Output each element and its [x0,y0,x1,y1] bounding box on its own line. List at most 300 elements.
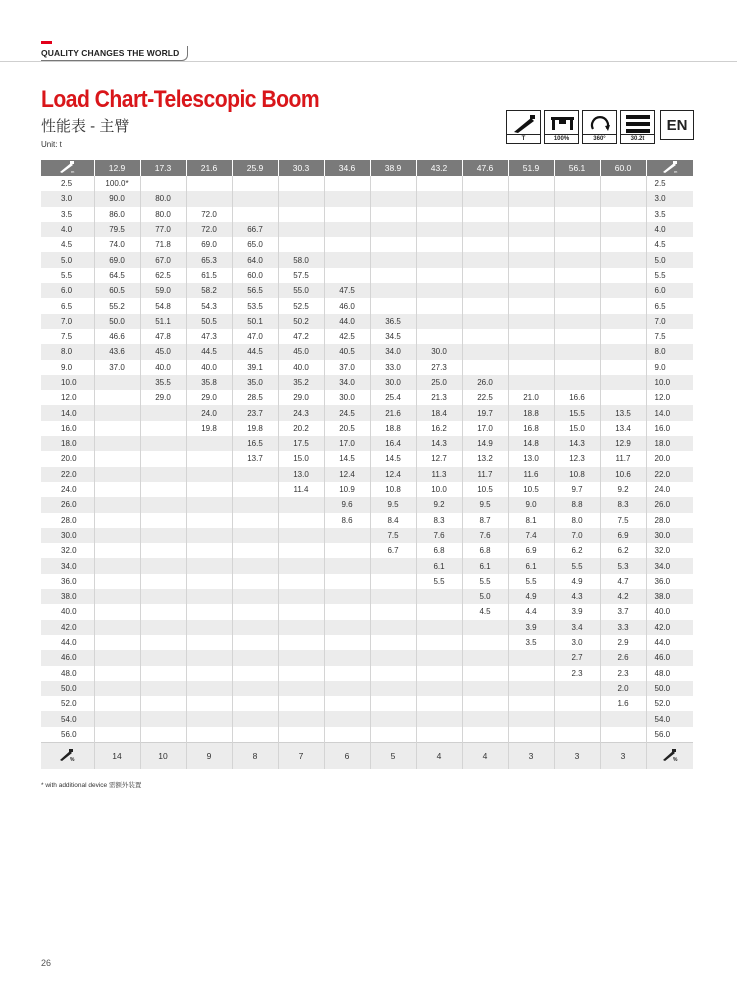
load-cell: 5.3 [600,558,646,573]
counterweight-stack-icon [625,114,651,134]
radius-cell: 26.0 [41,497,94,512]
radius-cell: 20.0 [646,451,693,466]
load-cell [416,314,462,329]
radius-cell: 3.0 [646,191,693,206]
load-cell [232,513,278,528]
radius-cell: 44.0 [61,638,77,648]
load-cell [416,207,462,222]
radius-cell: 16.0 [61,423,77,433]
load-cell [278,604,324,619]
load-cell [508,344,554,359]
load-cell [462,650,508,665]
load-cell [278,727,324,743]
load-cell [140,635,186,650]
load-cell: 11.7 [600,451,646,466]
radius-cell: 7.5 [61,332,73,342]
extension-cell: 6 [324,742,370,769]
load-cell [324,589,370,604]
boom-length-header: 30.3 [278,160,324,176]
load-cell: 10.9 [324,482,370,497]
load-cell: 13.0 [278,467,324,482]
load-cell [186,558,232,573]
radius-cell: 26.0 [646,497,693,512]
load-cell: 17.5 [278,436,324,451]
radius-cell: 9.0 [646,360,693,375]
load-cell [140,711,186,726]
load-cell [324,666,370,681]
boom-length-header: 47.6 [462,160,508,176]
load-cell: 47.2 [278,329,324,344]
load-cell: 12.3 [554,451,600,466]
radius-cell: 5.0 [646,252,693,267]
load-cell [94,528,140,543]
load-cell [462,207,508,222]
load-cell [462,329,508,344]
load-cell: 5.5 [508,574,554,589]
load-cell [278,237,324,252]
extension-cell: 9 [186,742,232,769]
load-cell [508,283,554,298]
load-cell: 9.5 [462,497,508,512]
load-cell [554,681,600,696]
radius-cell: 3.5 [646,207,693,222]
load-cell [278,207,324,222]
load-cell [416,222,462,237]
load-cell: 14.8 [508,436,554,451]
load-cell [140,421,186,436]
load-cell: 11.4 [278,482,324,497]
radius-cell: 5.5 [646,268,693,283]
load-cell [278,589,324,604]
load-cell: 16.2 [416,421,462,436]
load-cell [600,727,646,743]
load-cell [416,298,462,313]
load-cell: 8.8 [554,497,600,512]
load-cell [462,360,508,375]
load-cell [186,604,232,619]
load-cell [324,252,370,267]
radius-cell: 56.0 [61,729,77,739]
load-cell: 30.0 [416,344,462,359]
load-cell [554,696,600,711]
load-cell [186,497,232,512]
load-cell [554,375,600,390]
load-cell: 9.7 [554,482,600,497]
load-cell: 47.0 [232,329,278,344]
boom-length-header-row [41,160,693,176]
load-cell: 56.5 [232,283,278,298]
load-cell: 39.1 [232,360,278,375]
table-row [41,268,693,283]
load-cell: 4.9 [508,589,554,604]
extension-cell: 3 [600,742,646,769]
load-cell [232,176,278,191]
radius-cell: 40.0 [61,607,77,617]
load-cell: 35.8 [186,375,232,390]
load-cell [508,650,554,665]
load-cell: 34.0 [370,344,416,359]
load-cell: 65.3 [186,252,232,267]
load-cell [370,252,416,267]
load-cell [370,620,416,635]
load-cell: 12.7 [416,451,462,466]
load-cell [370,696,416,711]
table-row [41,360,693,375]
load-cell [370,558,416,573]
load-cell [416,268,462,283]
load-cell: 36.5 [370,314,416,329]
table-row [41,727,693,743]
load-cell [370,283,416,298]
load-cell [140,528,186,543]
extension-cell: 4 [462,742,508,769]
load-cell [324,604,370,619]
load-cell: 12.9 [600,436,646,451]
load-cell: 57.5 [278,268,324,283]
load-cell [508,681,554,696]
load-cell: 18.8 [508,405,554,420]
load-cell: 44.0 [324,314,370,329]
load-cell: 23.7 [232,405,278,420]
load-cell [140,574,186,589]
table-row [41,482,693,497]
radius-cell: 6.5 [61,301,73,311]
load-cell: 13.7 [232,451,278,466]
table-row [41,528,693,543]
load-cell: 90.0 [94,191,140,206]
load-cell: 100.0* [94,176,140,191]
load-cell: 1.6 [600,696,646,711]
load-cell: 9.6 [324,497,370,512]
load-cell: 30.0 [324,390,370,405]
header-divider [0,61,737,62]
load-cell [94,727,140,743]
load-cell: 53.5 [232,298,278,313]
table-row [41,176,693,191]
svg-text:%: % [70,756,75,762]
load-cell [416,252,462,267]
configuration-icons [506,110,694,144]
table-row [41,298,693,313]
load-cell [186,727,232,743]
load-cell: 4.3 [554,589,600,604]
load-cell: 6.9 [600,528,646,543]
load-cell: 54.8 [140,298,186,313]
load-cell [186,513,232,528]
radius-cell: 4.5 [61,240,73,250]
load-cell: 72.0 [186,222,232,237]
load-cell: 2.3 [554,666,600,681]
boom-length-header: 43.2 [416,160,462,176]
extension-cell: 3 [554,742,600,769]
load-cell [370,711,416,726]
load-cell [600,252,646,267]
load-cell [140,436,186,451]
radius-cell: 12.0 [646,390,693,405]
load-cell [94,620,140,635]
load-cell [508,314,554,329]
load-cell: 74.0 [94,237,140,252]
load-cell: 16.4 [370,436,416,451]
load-cell [370,666,416,681]
table-row [41,252,693,267]
radius-cell: 5.5 [61,270,73,280]
load-cell [94,604,140,619]
load-cell [324,696,370,711]
load-cell: 16.6 [554,390,600,405]
load-cell [508,237,554,252]
load-cell [462,283,508,298]
load-cell [600,390,646,405]
load-cell [370,681,416,696]
radius-cell: 46.0 [646,650,693,665]
radius-boom-icon [41,160,94,176]
load-cell [554,207,600,222]
load-cell [140,650,186,665]
radius-cell: 52.0 [61,699,77,709]
load-cell [278,191,324,206]
load-cell [600,344,646,359]
load-cell: 8.0 [554,513,600,528]
load-cell: 13.5 [600,405,646,420]
load-cell: 80.0 [140,207,186,222]
load-cell [140,727,186,743]
radius-cell: 18.0 [646,436,693,451]
table-row [41,574,693,589]
load-cell: 6.7 [370,543,416,558]
radius-cell: 16.0 [646,421,693,436]
load-cell [416,696,462,711]
boom-length-header: 25.9 [232,160,278,176]
load-cell: 14.3 [416,436,462,451]
load-cell: 64.0 [232,252,278,267]
load-cell [554,237,600,252]
load-cell [140,497,186,512]
load-cell: 8.3 [600,497,646,512]
load-cell: 58.0 [278,252,324,267]
radius-cell: 42.0 [646,620,693,635]
load-cell: 2.0 [600,681,646,696]
load-cell [324,650,370,665]
load-cell: 3.5 [508,635,554,650]
load-cell [508,298,554,313]
load-cell: 21.3 [416,390,462,405]
brand-accent-bar [41,41,52,44]
table-row [41,344,693,359]
table-row [41,696,693,711]
load-cell: 29.0 [278,390,324,405]
load-cell: 6.2 [554,543,600,558]
radius-cell: 10.0 [646,375,693,390]
load-cell: 79.5 [94,222,140,237]
radius-cell: 56.0 [646,727,693,743]
load-cell: 7.0 [554,528,600,543]
unit-label: Unit: t [41,140,62,149]
extension-cell: 8 [232,742,278,769]
extension-footer-row [41,742,693,769]
load-cell [232,497,278,512]
load-cell: 24.5 [324,405,370,420]
radius-cell: 4.0 [41,222,94,237]
load-cell [278,666,324,681]
load-cell [324,711,370,726]
load-cell [94,711,140,726]
load-chart-table [41,160,693,769]
load-cell: 4.4 [508,604,554,619]
load-cell [186,176,232,191]
load-cell [370,191,416,206]
load-cell [324,268,370,283]
load-cell [232,558,278,573]
load-cell: 40.0 [186,360,232,375]
load-cell: 10.5 [462,482,508,497]
brand-tagline: QUALITY CHANGES THE WORLD [41,46,188,61]
radius-cell: 5.0 [41,252,94,267]
table-row [41,666,693,681]
load-cell [94,482,140,497]
radius-cell: 36.0 [61,576,77,586]
load-cell: 6.8 [462,543,508,558]
load-cell [278,574,324,589]
boom-length-header: 51.9 [508,160,554,176]
load-cell [140,589,186,604]
load-cell [416,604,462,619]
load-cell: 14.9 [462,436,508,451]
load-cell: 7.5 [600,513,646,528]
load-cell: 5.5 [416,574,462,589]
load-cell: 4.2 [600,589,646,604]
radius-cell: 3.0 [41,191,94,206]
page-title: Load Chart-Telescopic Boom [41,86,320,113]
load-cell [508,222,554,237]
load-cell [600,711,646,726]
load-cell: 12.4 [370,467,416,482]
radius-cell: 34.0 [646,558,693,573]
load-cell [416,191,462,206]
load-cell [278,558,324,573]
extension-cell: 5 [370,742,416,769]
radius-cell: 12.0 [61,393,77,403]
load-cell: 8.7 [462,513,508,528]
counterweight-weight-config [620,110,655,144]
load-cell [554,360,600,375]
load-cell [186,650,232,665]
load-cell [232,604,278,619]
load-cell: 6.2 [600,543,646,558]
counterweight-caption: T [507,134,540,143]
load-cell: 21.0 [508,390,554,405]
boom-extension-icon [646,742,693,769]
radius-cell: 36.0 [646,574,693,589]
load-cell [370,650,416,665]
load-cell [324,528,370,543]
table-row [41,558,693,573]
load-cell: 69.0 [94,252,140,267]
load-cell [508,666,554,681]
load-cell [416,620,462,635]
table-row [41,467,693,482]
load-cell: 3.4 [554,620,600,635]
load-cell: 15.0 [554,421,600,436]
load-cell: 13.0 [508,451,554,466]
radius-cell: 32.0 [646,543,693,558]
load-cell: 7.6 [416,528,462,543]
load-cell: 33.0 [370,360,416,375]
load-cell [324,207,370,222]
load-cell [232,635,278,650]
load-cell: 7.6 [462,528,508,543]
load-cell [186,436,232,451]
load-cell: 22.5 [462,390,508,405]
slewing-config [582,110,617,144]
load-cell [94,696,140,711]
radius-cell: 28.0 [61,515,77,525]
load-cell: 10.8 [554,467,600,482]
outrigger-config [544,110,579,144]
load-cell: 11.6 [508,467,554,482]
load-cell: 43.6 [94,344,140,359]
load-cell: 46.6 [94,329,140,344]
radius-cell: 24.0 [61,485,77,495]
load-cell [186,620,232,635]
load-cell: 8.4 [370,513,416,528]
load-cell [324,558,370,573]
load-cell [94,375,140,390]
radius-cell: 54.0 [41,711,94,726]
radius-cell: 44.0 [646,635,693,650]
load-cell: 8.1 [508,513,554,528]
load-cell [462,711,508,726]
table-row [41,604,693,619]
load-cell [508,711,554,726]
load-cell [232,696,278,711]
table-row [41,589,693,604]
load-cell [186,681,232,696]
extension-cell: 10 [140,742,186,769]
load-cell [140,620,186,635]
radius-cell: 3.5 [61,209,73,219]
table-row [41,543,693,558]
load-cell: 40.5 [324,344,370,359]
load-cell: 14.5 [324,451,370,466]
load-cell: 8.6 [324,513,370,528]
load-cell: 12.4 [324,467,370,482]
load-cell [508,207,554,222]
load-cell: 18.4 [416,405,462,420]
table-row [41,497,693,512]
load-cell [416,635,462,650]
load-cell [232,620,278,635]
load-cell [416,329,462,344]
load-cell: 10.8 [370,482,416,497]
load-cell [94,421,140,436]
load-cell: 8.3 [416,513,462,528]
load-cell [554,329,600,344]
load-cell [94,390,140,405]
load-cell [600,268,646,283]
load-cell [416,589,462,604]
radius-cell: 22.0 [646,467,693,482]
load-cell: 3.9 [508,620,554,635]
table-row [41,375,693,390]
load-cell [278,620,324,635]
load-cell [508,360,554,375]
load-cell: 11.3 [416,467,462,482]
radius-cell: 14.0 [646,405,693,420]
load-cell: 45.0 [140,344,186,359]
load-cell: 52.5 [278,298,324,313]
extension-cell: 3 [508,742,554,769]
